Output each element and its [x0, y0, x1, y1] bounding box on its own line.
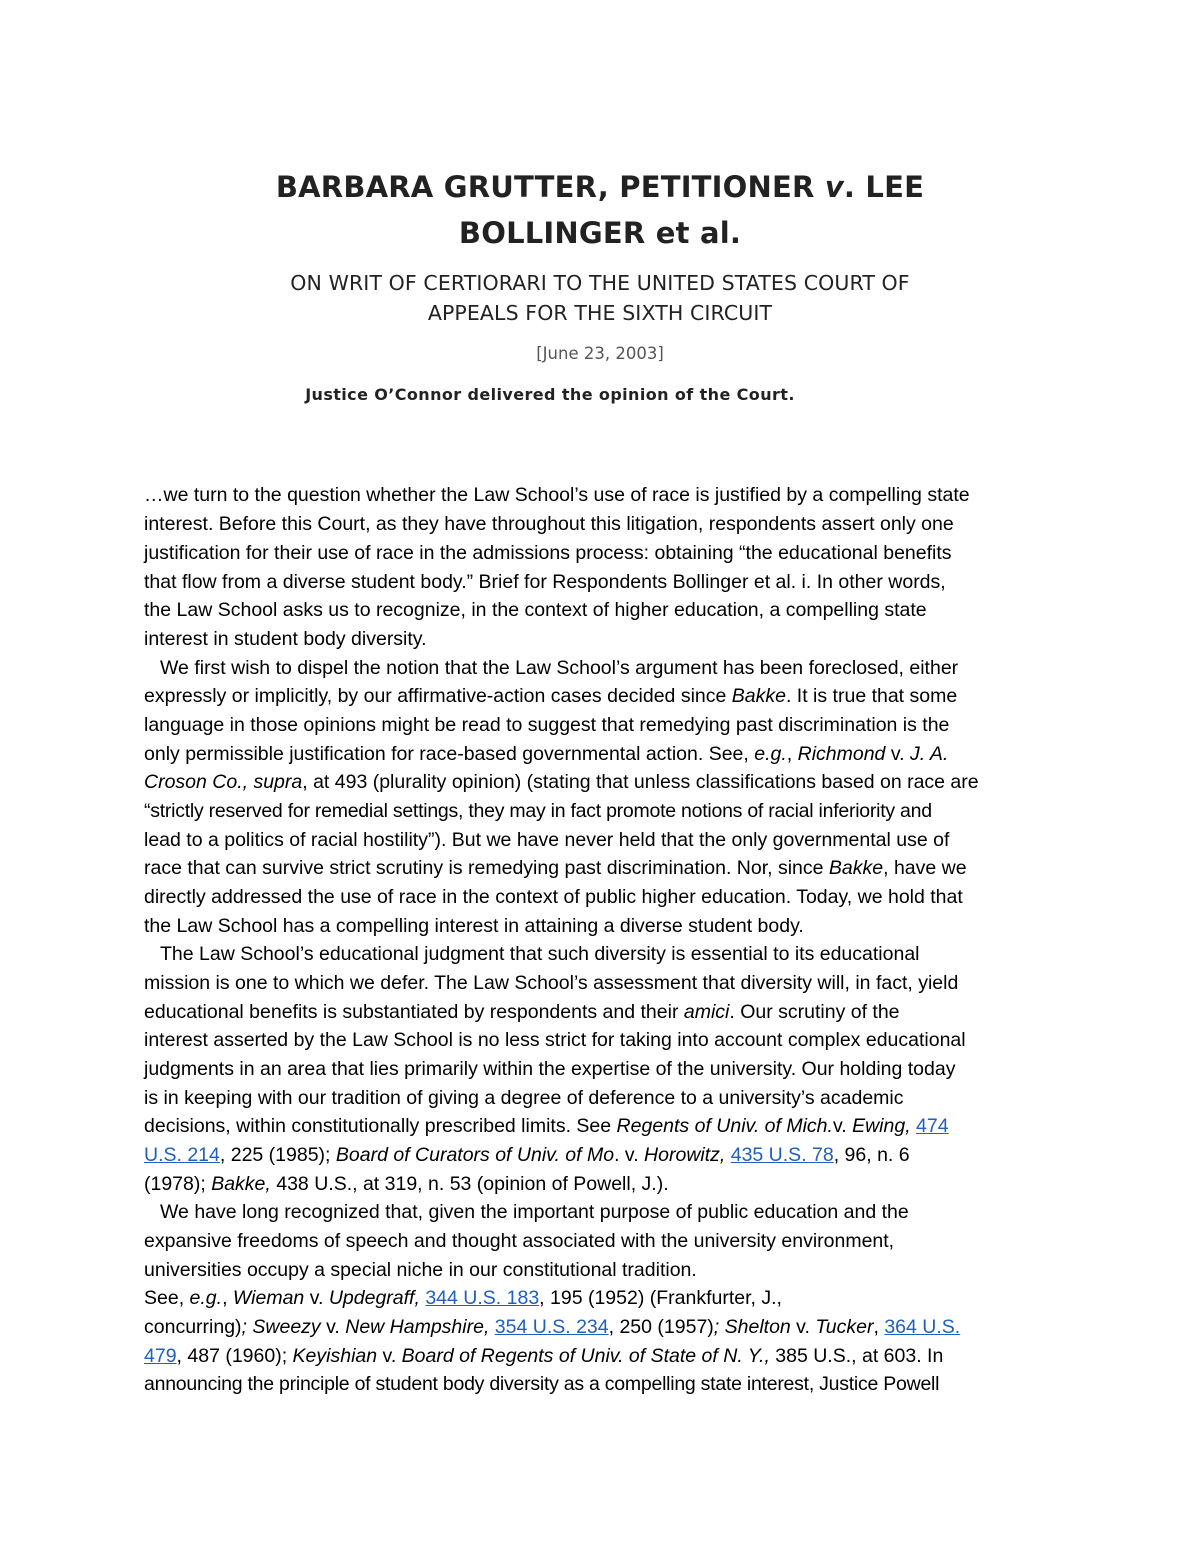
- paragraph-1-line: justification for their use of race in the admissions process: obtaining “the educational benefits: [144, 542, 952, 564]
- paragraph-3-line: decisions, within constitutionally prescribed limits. See Regents of Univ. of Mich.v. Ewing, 474: [144, 1115, 949, 1137]
- paragraph-2-line: We first wish to dispel the notion that the Law School’s argument has been foreclosed, either: [160, 657, 959, 679]
- paragraph-2-line: race that can survive strict scrutiny is remedying past discrimination. Nor, since Bakke, have we: [144, 857, 967, 879]
- paragraph-2-line: lead to a politics of racial hostility”). But we have never held that the only governmental use of: [144, 829, 950, 851]
- paragraph-4-line: concurring); Sweezy v. New Hampshire, 354 U.S. 234, 250 (1957); Shelton v. Tucker, 364 U.S.: [144, 1316, 961, 1338]
- paragraph-1-line: …we turn to the question whether the Law School’s use of race is justified by a compelling state: [144, 484, 970, 506]
- paragraph-2-line: “strictly reserved for remedial settings, they may in fact promote notions of racial inferiority and: [144, 800, 932, 822]
- paragraph-1-line: interest. Before this Court, as they have throughout this litigation, respondents assert only one: [144, 513, 954, 535]
- citation-link-474-us-214-cont[interactable]: U.S. 214: [144, 1144, 220, 1166]
- paragraph-3-line: (1978); Bakke, 438 U.S., at 319, n. 53 (opinion of Powell, J.).: [144, 1173, 669, 1195]
- citation-link-364-us-479-cont[interactable]: 479: [144, 1345, 177, 1367]
- decision-date: [June 23, 2003]: [536, 344, 664, 363]
- paragraph-3-line: The Law School’s educational judgment that such diversity is essential to its educational: [160, 943, 920, 965]
- paragraph-2-line: expressly or implicitly, by our affirmative-action cases decided since Bakke. It is true that some: [144, 685, 958, 707]
- citation-link-354-us-234[interactable]: 354 U.S. 234: [494, 1316, 609, 1338]
- paragraph-4-line: expansive freedoms of speech and thought associated with the university environment,: [144, 1230, 895, 1252]
- paragraph-3-line: educational benefits is substantiated by respondents and their amici. Our scrutiny of the: [144, 1001, 900, 1023]
- paragraph-3-line: judgments in an area that lies primarily within the expertise of the university. Our holding today: [144, 1058, 956, 1080]
- paragraph-4-line: See, e.g., Wieman v. Updegraff, 344 U.S. 183, 195 (1952) (Frankfurter, J.,: [144, 1287, 782, 1309]
- writ-subtitle-line2: APPEALS FOR THE SIXTH CIRCUIT: [427, 301, 773, 325]
- paragraph-4-line: universities occupy a special niche in our constitutional tradition.: [144, 1259, 697, 1281]
- paragraph-3-line: is in keeping with our tradition of giving a degree of deference to a university’s academic: [144, 1087, 904, 1109]
- paragraph-1-line: that flow from a diverse student body.” Brief for Respondents Bollinger et al. i. In other words,: [144, 571, 946, 593]
- citation-link-474-us-214[interactable]: 474: [916, 1115, 949, 1137]
- paragraph-2-line: Croson Co., supra, at 493 (plurality opinion) (stating that unless classifications based on race are: [144, 771, 979, 793]
- paragraph-3-line: interest asserted by the Law School is no less strict for taking into account complex educational: [144, 1029, 966, 1051]
- citation-link-435-us-78[interactable]: 435 U.S. 78: [730, 1144, 834, 1166]
- paragraph-1-line: interest in student body diversity.: [144, 628, 427, 650]
- case-title-line2: BOLLINGER et al.: [458, 216, 742, 250]
- paragraph-4-line: announcing the principle of student body diversity as a compelling state interest, Justice Powell: [144, 1373, 940, 1395]
- paragraph-1-line: the Law School asks us to recognize, in the context of higher education, a compelling state: [144, 599, 927, 621]
- case-title-line1: BARBARA GRUTTER, PETITIONER v. LEE: [275, 170, 925, 204]
- paragraph-2-line: language in those opinions might be read to suggest that remedying past discrimination is the: [144, 714, 950, 736]
- delivered-by: Justice O’Connor delivered the opinion of the Court.: [305, 385, 795, 404]
- citation-link-344-us-183[interactable]: 344 U.S. 183: [425, 1287, 540, 1309]
- citation-link-364-us-479[interactable]: 364 U.S.: [884, 1316, 961, 1338]
- paragraph-2-line: directly addressed the use of race in the context of public higher education. Today, we hold that: [144, 886, 963, 908]
- paragraph-4-line: We have long recognized that, given the important purpose of public education and the: [160, 1201, 909, 1223]
- paragraph-2-line: only permissible justification for race-based governmental action. See, e.g., Richmond v. J. A.: [144, 743, 949, 765]
- paragraph-4-line: 479, 487 (1960); Keyishian v. Board of Regents of Univ. of State of N. Y., 385 U.S., at 603. In: [144, 1345, 944, 1367]
- writ-subtitle-line1: ON WRIT OF CERTIORARI TO THE UNITED STATES COURT OF: [290, 271, 910, 295]
- paragraph-3-line: mission is one to which we defer. The Law School’s assessment that diversity will, in fact, yield: [144, 972, 959, 994]
- paragraph-3-line: U.S. 214, 225 (1985); Board of Curators of Univ. of Mo. v. Horowitz, 435 U.S. 78, 96, n. 6: [144, 1144, 910, 1166]
- paragraph-2-line: the Law School has a compelling interest in attaining a diverse student body.: [144, 915, 804, 937]
